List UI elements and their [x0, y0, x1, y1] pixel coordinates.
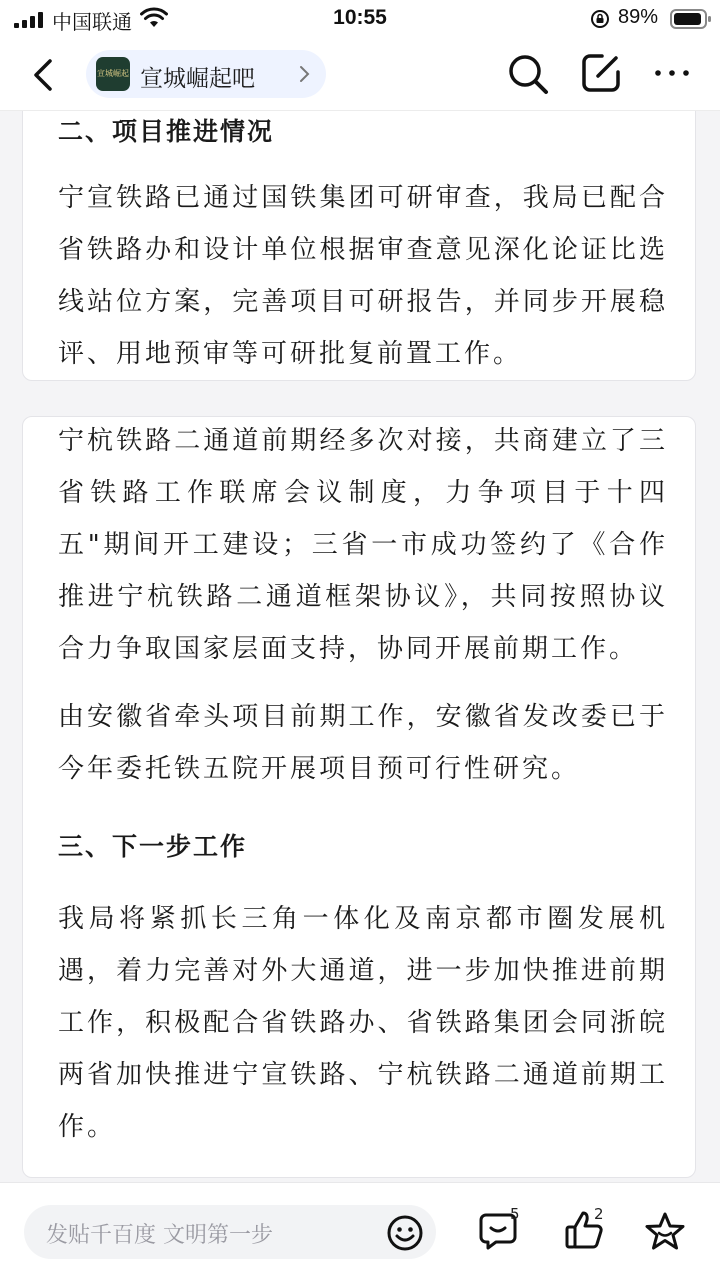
post-card — [22, 416, 696, 1178]
reply-placeholder: 发贴千百度 文明第一步 — [46, 1223, 273, 1248]
more-icon[interactable] — [652, 52, 692, 98]
lock-rotation-icon — [590, 9, 610, 34]
back-arrow-icon[interactable] — [28, 56, 62, 94]
card-body — [58, 116, 668, 380]
battery-percent: 89% — [618, 6, 659, 28]
emoji-icon[interactable] — [386, 1214, 424, 1256]
reply-input[interactable] — [24, 1205, 436, 1259]
carrier-name: 中国联通 — [52, 12, 132, 34]
battery-icon — [670, 9, 712, 34]
clock-time: 10:55 — [333, 6, 387, 29]
forum-avatar — [96, 57, 130, 91]
post-content — [0, 111, 720, 1181]
post-paragraph: 由安徽省牵头项目前期工作，安徽省发改委已于今年委托铁五院开展项目预可行性研究。 — [58, 702, 668, 784]
status-bar — [0, 0, 720, 40]
star-icon[interactable] — [644, 1211, 686, 1255]
forum-pill[interactable] — [86, 50, 326, 98]
chevron-right-icon — [298, 64, 312, 88]
card-body — [58, 416, 668, 1153]
comment-count: 5 — [510, 1205, 520, 1223]
search-icon[interactable] — [506, 52, 550, 100]
section-heading: 三、下一步工作 — [58, 832, 248, 861]
post-paragraph: 宁杭铁路二通道前期经多次对接，共商建立了三省铁路工作联席会议制度，力争项目于十四五"期间开工建设；三省一市成功签约了《合作推进宁杭铁路二通道框架协议》，共同按照协议合力争取国家层面支持，协同开展前期工作。 — [58, 426, 668, 664]
post-paragraph: 宁宣铁路已通过国铁集团可研审查，我局已配合省铁路办和设计单位根据审查意见深化论证比选线站位方案，完善项目可研报告，并同步开展稳评、用地预审等可研批复前置工作。 — [58, 183, 668, 369]
forum-name: 宣城崛起吧 — [140, 66, 255, 92]
bottom-action-bar — [0, 1182, 720, 1281]
forum-avatar-text: 宣城崛起 — [97, 69, 129, 78]
post-card — [22, 111, 696, 381]
post-paragraph: 我局将紧抓长三角一体化及南京都市圈发展机遇，着力完善对外大通道，进一步加快推进前期工作，积极配合省铁路办、省铁路集团会同浙皖两省加快推进宁宣铁路、宁杭铁路二通道前期工作。 — [58, 904, 668, 1142]
section-heading: 二、项目推进情况 — [58, 117, 275, 146]
like-count: 2 — [594, 1205, 604, 1223]
nav-bar — [0, 40, 720, 111]
edit-icon[interactable] — [580, 52, 622, 98]
